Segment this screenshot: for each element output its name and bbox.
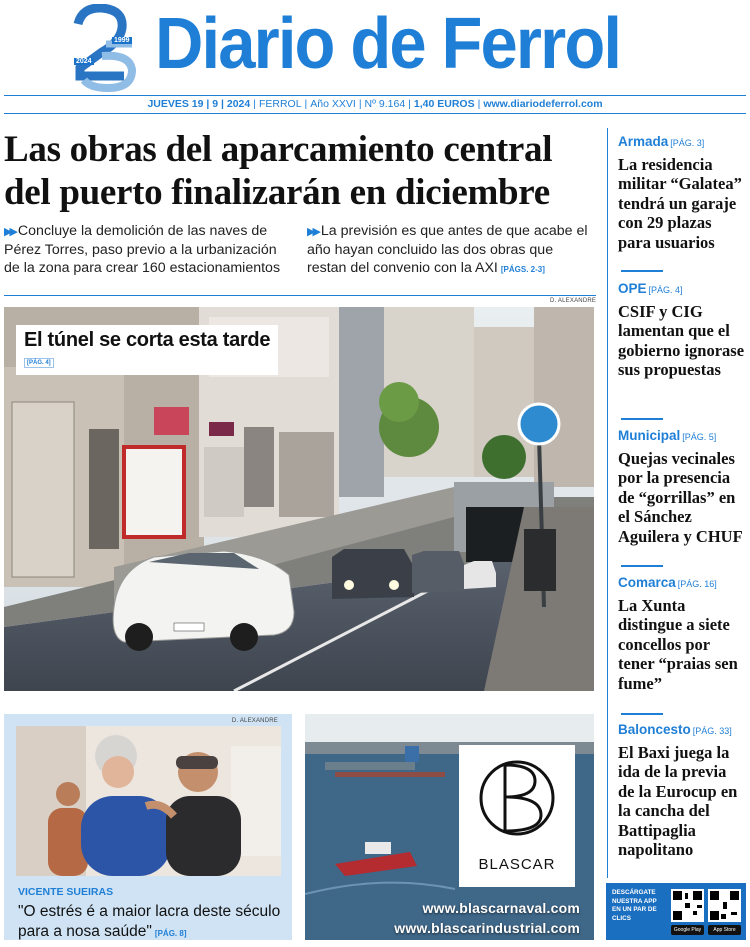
lead-subhead-1-text: Concluye la demolición de las naves de Pérez Torres, paso previo a la urbanización de la zona para crear 160 estacionamientos (4, 223, 281, 276)
blascar-brand-text: BLASCAR (478, 856, 556, 873)
photo-caption-title: El túnel se corta esta tarde (24, 329, 271, 351)
anniversary-25-icon (72, 4, 138, 92)
masthead (0, 0, 750, 96)
sidebar-pages-ref: [PÁG. 4] (648, 285, 683, 295)
feature-pages-ref[interactable]: [PÁG. 8] (154, 929, 187, 938)
newspaper-title[interactable]: Diario de Ferrol (155, 4, 621, 84)
blascar-logo-card (459, 745, 575, 887)
sidebar-headline: El Baxi juega la ida de la previa de la Eurocup en la cancha del Battipaglia napolitano (618, 743, 738, 860)
lead-story (4, 128, 594, 214)
lead-divider (4, 295, 596, 296)
feature-quote-text: "O estrés é a maior lacra deste século para a nosa saúde" (18, 903, 281, 940)
blascar-advertisement[interactable] (305, 714, 594, 940)
feature-people-image (16, 726, 281, 876)
anniversary-start-year: 1999 (114, 37, 130, 44)
feature-kicker: VICENTE SUEIRAS (18, 886, 114, 898)
qr-code-icon[interactable] (708, 889, 741, 922)
qr-code-icon[interactable] (671, 889, 704, 922)
dateline-divider (4, 113, 746, 114)
sidebar-headline: La residencia militar “Galatea” tendrá un garaje con 29 plazas para usuarios (618, 155, 742, 252)
issue-city: FERROL (258, 98, 302, 110)
anniversary-end-year: 2024 (76, 58, 92, 65)
feature-box[interactable] (4, 714, 292, 940)
sidebar-headline: CSIF y CIG lamentan que el gobierno ignorase sus propuestas (618, 302, 745, 380)
sidebar-section: OPE (618, 281, 647, 296)
lead-subhead-1 (4, 222, 293, 279)
blascar-industrial-link[interactable]: www.blascarindustrial.com (394, 920, 580, 936)
sidebar-pages-ref: [PÁG. 33] (692, 726, 732, 736)
sidebar-item-comarca[interactable] (618, 575, 746, 693)
bullet-arrow-icon: ▶▶ (4, 226, 15, 238)
sidebar-pages-ref: [PÁG. 16] (677, 579, 717, 589)
sidebar-divider (607, 128, 608, 878)
lead-subhead-2 (307, 222, 596, 279)
lead-pages-ref[interactable]: [PÁGS. 2-3] (500, 265, 545, 274)
sidebar-headline: Quejas vecinales por la presencia de “gorrillas” en el Sánchez Aguilera y CHUF (618, 449, 743, 546)
blascar-logo-icon (459, 745, 575, 887)
sidebar-item-armada[interactable] (618, 134, 746, 252)
blascar-naval-link[interactable]: www.blascarnaval.com (422, 900, 580, 916)
app-store-badge[interactable]: App Store (708, 925, 741, 935)
sidebar-section: Armada (618, 134, 669, 149)
main-photo-credit: D. ALEXANDRE (550, 298, 597, 304)
website-link[interactable]: www.diariodeferrol.com (483, 98, 603, 110)
sidebar-section: Comarca (618, 575, 676, 590)
sidebar-pages-ref: [PÁG. 3] (670, 138, 705, 148)
masthead-divider (4, 95, 746, 96)
app-download-promo[interactable] (606, 883, 746, 940)
feature-quote (18, 902, 286, 944)
app-promo-text: DESCÁRGATE NUESTRA APP EN UN PAR DE CLICS (612, 889, 657, 922)
sidebar-headline: La Xunta distingue a siete concellos por tener “praias sen fume” (618, 596, 738, 693)
photo-caption[interactable] (16, 325, 278, 375)
issue-date: JUEVES 19 | 9 | 2024 (147, 98, 251, 110)
sidebar-section: Baloncesto (618, 722, 691, 737)
lead-headline[interactable]: Las obras del aparcamiento central del puerto finalizarán en diciembre (4, 129, 553, 213)
sidebar-pages-ref: [PÁG. 5] (682, 432, 717, 442)
issue-price: 1,40 EUROS (413, 98, 475, 110)
dateline: JUEVES 19 | 9 | 2024 | FERROL | Año XXVI | Nº 9.164 | 1,40 EUROS | www.diariodeferrol.com (147, 98, 603, 110)
lead-subheads (4, 222, 596, 279)
feature-photo-credit: D. ALEXANDRE (231, 718, 278, 724)
sidebar-item-ope[interactable] (618, 281, 746, 380)
bullet-arrow-icon: ▶▶ (307, 226, 318, 238)
google-play-badge[interactable]: Google Play (671, 925, 704, 935)
photo-caption-pages: [PÁG. 4] (24, 358, 54, 368)
feature-photo (16, 726, 281, 876)
sidebar-section: Municipal (618, 428, 681, 443)
sidebar-item-municipal[interactable] (618, 428, 746, 546)
issue-number: Nº 9.164 (364, 98, 406, 110)
lead-subhead-2-text: La previsión es que antes de que acabe el año hayan concluido las dos obras que restan del convenio con la AXI (307, 223, 588, 276)
issue-year: Año XXVI (310, 98, 356, 110)
sidebar-item-baloncesto[interactable] (618, 722, 746, 859)
anniversary-25-logo (72, 4, 138, 92)
